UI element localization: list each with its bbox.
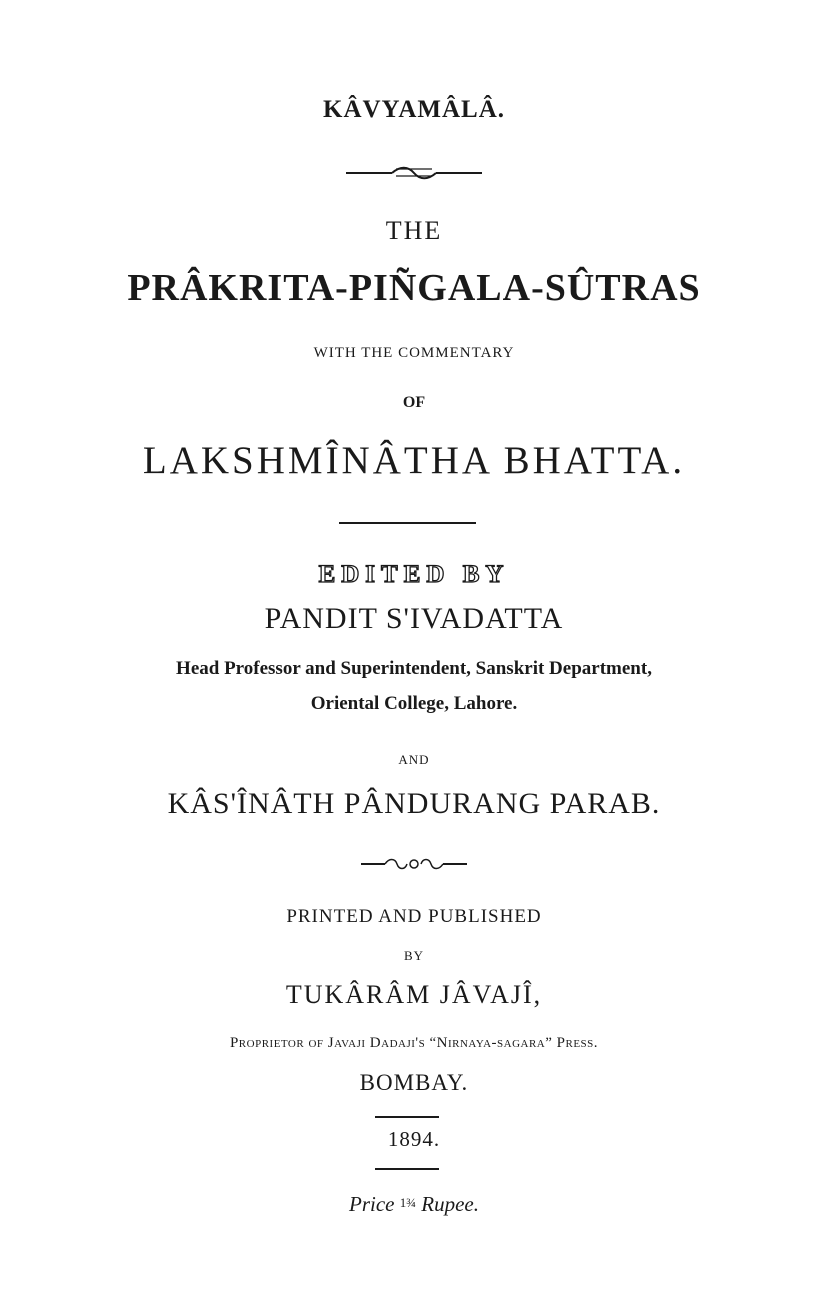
price-unit: Rupee. bbox=[421, 1192, 479, 1216]
ornament-flourish-icon bbox=[344, 162, 484, 180]
publisher-name: TUKÂRÂM JÂVAJÎ, bbox=[285, 980, 543, 1009]
series-title: KÂVYAMÂLÂ. bbox=[323, 96, 505, 123]
editor-2-name: KÂS'ÎNÂTH PÂNDURANG PARAB. bbox=[167, 787, 661, 820]
page-title: PRÂKRITA-PIÑGALA-SÛTRAS bbox=[127, 267, 701, 309]
by-line: BY bbox=[403, 948, 425, 963]
divider-rule bbox=[339, 522, 476, 524]
edited-by-heading: EDITED BY bbox=[318, 561, 510, 588]
commentator-name: LAKSHMÎNÂTHA BHATTA. bbox=[142, 439, 686, 482]
publisher-title: Proprietor of Javaji Dadaji's “Nirnaya-sagara” Press. bbox=[229, 1035, 599, 1051]
editor-1-title: Head Professor and Superintendent, Sanskrit Department, bbox=[176, 658, 652, 679]
price-label: Price bbox=[349, 1192, 395, 1216]
title-article: THE bbox=[385, 216, 443, 245]
of-line: OF bbox=[402, 394, 426, 411]
commentary-line: WITH THE COMMENTARY bbox=[313, 345, 515, 361]
editor-1-name: PANDIT S'IVADATTA bbox=[264, 602, 564, 635]
price-amount: 1¾ bbox=[399, 1195, 416, 1210]
year-rule-top bbox=[375, 1116, 439, 1118]
ornament-scroll-icon bbox=[359, 856, 469, 872]
and-line: AND bbox=[398, 752, 430, 767]
publication-year: 1894. bbox=[387, 1127, 441, 1151]
publication-city: BOMBAY. bbox=[359, 1070, 469, 1095]
printed-published-line: PRINTED AND PUBLISHED bbox=[286, 906, 542, 927]
middle-ornament bbox=[0, 856, 828, 877]
year-rule-bottom bbox=[375, 1168, 439, 1170]
top-ornament bbox=[0, 162, 828, 185]
price-line bbox=[0, 1192, 828, 1217]
editor-1-institution: Oriental College, Lahore. bbox=[310, 693, 518, 714]
